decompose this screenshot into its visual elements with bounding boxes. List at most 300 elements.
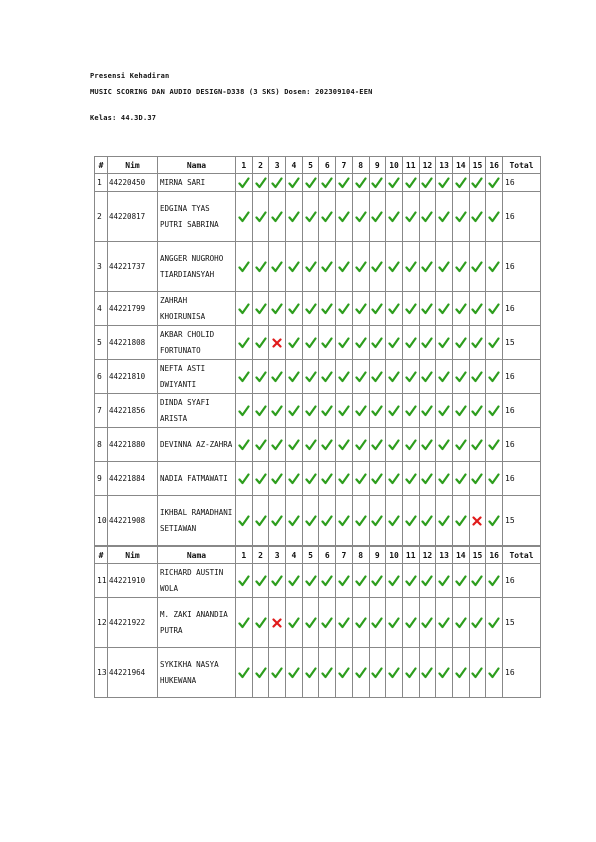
- check-icon: [336, 192, 353, 242]
- check-icon: [269, 360, 286, 394]
- attendance-total: 16: [503, 292, 541, 326]
- check-icon: [269, 648, 286, 698]
- check-icon: [386, 496, 403, 546]
- check-icon: [486, 564, 503, 598]
- header-meeting-15: 15: [469, 157, 486, 174]
- check-icon: [352, 242, 369, 292]
- row-number: 6: [95, 360, 108, 394]
- check-icon: [402, 174, 419, 192]
- check-icon: [236, 292, 253, 326]
- check-icon: [436, 242, 453, 292]
- check-icon: [286, 360, 303, 394]
- check-icon: [269, 292, 286, 326]
- check-icon: [402, 462, 419, 496]
- check-icon: [286, 174, 303, 192]
- cross-icon: [269, 326, 286, 360]
- check-icon: [236, 326, 253, 360]
- header-meeting-9: 9: [369, 547, 386, 564]
- check-icon: [402, 564, 419, 598]
- check-icon: [369, 564, 386, 598]
- row-number: 4: [95, 292, 108, 326]
- check-icon: [402, 242, 419, 292]
- check-icon: [236, 496, 253, 546]
- student-nim: 44221810: [108, 360, 158, 394]
- check-icon: [302, 192, 319, 242]
- check-icon: [236, 174, 253, 192]
- check-icon: [402, 394, 419, 428]
- header-meeting-8: 8: [352, 157, 369, 174]
- check-icon: [486, 598, 503, 648]
- check-icon: [336, 598, 353, 648]
- check-icon: [469, 326, 486, 360]
- check-icon: [452, 598, 469, 648]
- check-icon: [286, 428, 303, 462]
- student-nim: 44221964: [108, 648, 158, 698]
- row-number: 11: [95, 564, 108, 598]
- check-icon: [369, 598, 386, 648]
- header-nim: Nim: [108, 157, 158, 174]
- check-icon: [369, 360, 386, 394]
- course-info: MUSIC SCORING DAN AUDIO DESIGN-D338 (3 SKS) Dosen: 202309104-EEN: [90, 88, 373, 96]
- check-icon: [452, 496, 469, 546]
- header-meeting-4: 4: [286, 547, 303, 564]
- header-number: #: [95, 157, 108, 174]
- check-icon: [302, 174, 319, 192]
- check-icon: [319, 292, 336, 326]
- check-icon: [436, 192, 453, 242]
- report-title: Presensi Kehadiran: [90, 72, 170, 80]
- student-name: NADIA FATMAWATI: [158, 462, 236, 496]
- header-meeting-8: 8: [352, 547, 369, 564]
- check-icon: [386, 192, 403, 242]
- student-nim: 44221922: [108, 598, 158, 648]
- header-meeting-15: 15: [469, 547, 486, 564]
- header-meeting-14: 14: [452, 157, 469, 174]
- cross-icon: [469, 496, 486, 546]
- check-icon: [286, 564, 303, 598]
- check-icon: [352, 394, 369, 428]
- header-meeting-5: 5: [302, 157, 319, 174]
- check-icon: [319, 394, 336, 428]
- check-icon: [436, 360, 453, 394]
- check-icon: [236, 564, 253, 598]
- table-row: [95, 564, 541, 598]
- check-icon: [352, 360, 369, 394]
- check-icon: [319, 648, 336, 698]
- check-icon: [469, 174, 486, 192]
- check-icon: [419, 496, 436, 546]
- check-icon: [286, 292, 303, 326]
- check-icon: [286, 394, 303, 428]
- check-icon: [369, 394, 386, 428]
- attendance-total: 15: [503, 598, 541, 648]
- header-meeting-13: 13: [436, 157, 453, 174]
- row-number: 7: [95, 394, 108, 428]
- check-icon: [436, 326, 453, 360]
- check-icon: [402, 192, 419, 242]
- check-icon: [419, 360, 436, 394]
- student-nim: 44221808: [108, 326, 158, 360]
- table-row: [95, 174, 541, 192]
- check-icon: [436, 174, 453, 192]
- check-icon: [302, 242, 319, 292]
- header-meeting-6: 6: [319, 157, 336, 174]
- check-icon: [436, 292, 453, 326]
- row-number: 12: [95, 598, 108, 648]
- check-icon: [352, 292, 369, 326]
- check-icon: [269, 192, 286, 242]
- check-icon: [336, 496, 353, 546]
- table-row: [95, 192, 541, 242]
- check-icon: [419, 242, 436, 292]
- check-icon: [419, 598, 436, 648]
- check-icon: [419, 394, 436, 428]
- check-icon: [436, 496, 453, 546]
- header-total: Total: [503, 547, 541, 564]
- check-icon: [419, 326, 436, 360]
- header-meeting-12: 12: [419, 547, 436, 564]
- attendance-total: 16: [503, 192, 541, 242]
- check-icon: [436, 462, 453, 496]
- header-nama: Nama: [158, 547, 236, 564]
- check-icon: [302, 564, 319, 598]
- check-icon: [286, 496, 303, 546]
- check-icon: [386, 242, 403, 292]
- class-info: Kelas: 44.3D.37: [90, 114, 157, 122]
- check-icon: [419, 462, 436, 496]
- check-icon: [469, 564, 486, 598]
- table-row: [95, 360, 541, 394]
- table-row: [95, 462, 541, 496]
- check-icon: [352, 326, 369, 360]
- header-meeting-16: 16: [486, 547, 503, 564]
- student-nim: 44220817: [108, 192, 158, 242]
- check-icon: [269, 564, 286, 598]
- check-icon: [369, 192, 386, 242]
- student-name: ZAHRAH KHOIRUNISA: [158, 292, 236, 326]
- check-icon: [336, 326, 353, 360]
- attendance-total: 16: [503, 174, 541, 192]
- header-meeting-6: 6: [319, 547, 336, 564]
- student-name: NEFTA ASTI DWIYANTI: [158, 360, 236, 394]
- check-icon: [402, 326, 419, 360]
- check-icon: [236, 428, 253, 462]
- attendance-total: 16: [503, 394, 541, 428]
- student-nim: 44221908: [108, 496, 158, 546]
- check-icon: [402, 496, 419, 546]
- attendance-total: 15: [503, 326, 541, 360]
- check-icon: [252, 292, 269, 326]
- check-icon: [452, 174, 469, 192]
- student-nim: 44221884: [108, 462, 158, 496]
- check-icon: [252, 428, 269, 462]
- check-icon: [319, 564, 336, 598]
- attendance-total: 16: [503, 242, 541, 292]
- check-icon: [369, 174, 386, 192]
- check-icon: [486, 292, 503, 326]
- check-icon: [369, 292, 386, 326]
- check-icon: [386, 564, 403, 598]
- check-icon: [236, 242, 253, 292]
- table-row: [95, 326, 541, 360]
- check-icon: [252, 648, 269, 698]
- check-icon: [452, 192, 469, 242]
- check-icon: [369, 242, 386, 292]
- header-meeting-10: 10: [386, 547, 403, 564]
- row-number: 8: [95, 428, 108, 462]
- check-icon: [336, 564, 353, 598]
- check-icon: [469, 360, 486, 394]
- student-name: AKBAR CHOLID FORTUNATO: [158, 326, 236, 360]
- header-nim: Nim: [108, 547, 158, 564]
- header-meeting-3: 3: [269, 547, 286, 564]
- student-name: EDGINA TYAS PUTRI SABRINA: [158, 192, 236, 242]
- check-icon: [269, 174, 286, 192]
- check-icon: [319, 326, 336, 360]
- student-name: M. ZAKI ANANDIA PUTRA: [158, 598, 236, 648]
- check-icon: [302, 326, 319, 360]
- header-meeting-4: 4: [286, 157, 303, 174]
- check-icon: [469, 192, 486, 242]
- check-icon: [319, 360, 336, 394]
- header-meeting-9: 9: [369, 157, 386, 174]
- check-icon: [252, 496, 269, 546]
- attendance-total: 16: [503, 462, 541, 496]
- check-icon: [486, 496, 503, 546]
- check-icon: [452, 360, 469, 394]
- header-meeting-11: 11: [402, 547, 419, 564]
- check-icon: [452, 394, 469, 428]
- check-icon: [336, 648, 353, 698]
- check-icon: [319, 174, 336, 192]
- check-icon: [386, 462, 403, 496]
- check-icon: [286, 326, 303, 360]
- check-icon: [269, 496, 286, 546]
- header-total: Total: [503, 157, 541, 174]
- table-row: [95, 394, 541, 428]
- check-icon: [452, 428, 469, 462]
- student-nim: 44221910: [108, 564, 158, 598]
- check-icon: [486, 462, 503, 496]
- check-icon: [252, 326, 269, 360]
- check-icon: [402, 292, 419, 326]
- check-icon: [336, 462, 353, 496]
- check-icon: [352, 192, 369, 242]
- student-nim: 44221799: [108, 292, 158, 326]
- row-number: 9: [95, 462, 108, 496]
- check-icon: [319, 462, 336, 496]
- check-icon: [469, 648, 486, 698]
- check-icon: [386, 428, 403, 462]
- attendance-table-part-1: [94, 156, 541, 546]
- check-icon: [336, 174, 353, 192]
- check-icon: [252, 242, 269, 292]
- header-meeting-2: 2: [252, 547, 269, 564]
- check-icon: [436, 648, 453, 698]
- check-icon: [486, 648, 503, 698]
- check-icon: [302, 394, 319, 428]
- check-icon: [286, 648, 303, 698]
- check-icon: [352, 598, 369, 648]
- student-nim: 44221856: [108, 394, 158, 428]
- table-row: [95, 598, 541, 648]
- check-icon: [386, 598, 403, 648]
- check-icon: [469, 292, 486, 326]
- student-nim: 44221880: [108, 428, 158, 462]
- check-icon: [486, 394, 503, 428]
- attendance-table-part-2: [94, 546, 541, 698]
- check-icon: [269, 242, 286, 292]
- check-icon: [369, 648, 386, 698]
- check-icon: [236, 360, 253, 394]
- attendance-total: 15: [503, 496, 541, 546]
- check-icon: [336, 394, 353, 428]
- student-nim: 44221737: [108, 242, 158, 292]
- check-icon: [302, 648, 319, 698]
- check-icon: [369, 462, 386, 496]
- table-header-row: [95, 547, 541, 564]
- row-number: 10: [95, 496, 108, 546]
- check-icon: [452, 564, 469, 598]
- header-meeting-1: 1: [236, 547, 253, 564]
- check-icon: [452, 292, 469, 326]
- check-icon: [352, 496, 369, 546]
- row-number: 2: [95, 192, 108, 242]
- check-icon: [419, 428, 436, 462]
- check-icon: [352, 428, 369, 462]
- row-number: 3: [95, 242, 108, 292]
- check-icon: [469, 598, 486, 648]
- check-icon: [369, 428, 386, 462]
- check-icon: [419, 648, 436, 698]
- check-icon: [402, 428, 419, 462]
- check-icon: [286, 598, 303, 648]
- check-icon: [486, 360, 503, 394]
- check-icon: [302, 292, 319, 326]
- check-icon: [236, 648, 253, 698]
- table-row: [95, 242, 541, 292]
- student-nim: 44220450: [108, 174, 158, 192]
- check-icon: [252, 174, 269, 192]
- student-name: DINDA SYAFI ARISTA: [158, 394, 236, 428]
- cross-icon: [269, 598, 286, 648]
- attendance-total: 16: [503, 648, 541, 698]
- check-icon: [486, 192, 503, 242]
- check-icon: [419, 174, 436, 192]
- attendance-total: 16: [503, 428, 541, 462]
- check-icon: [336, 360, 353, 394]
- check-icon: [252, 360, 269, 394]
- check-icon: [386, 292, 403, 326]
- check-icon: [369, 326, 386, 360]
- table-row: [95, 496, 541, 546]
- row-number: 1: [95, 174, 108, 192]
- check-icon: [252, 564, 269, 598]
- check-icon: [469, 242, 486, 292]
- student-name: DEVINNA AZ-ZAHRA: [158, 428, 236, 462]
- check-icon: [319, 192, 336, 242]
- student-name: SYKIKHA NASYA HUKEWANA: [158, 648, 236, 698]
- check-icon: [319, 496, 336, 546]
- student-name: RICHARD AUSTIN WOLA: [158, 564, 236, 598]
- check-icon: [286, 242, 303, 292]
- check-icon: [269, 394, 286, 428]
- check-icon: [469, 462, 486, 496]
- header-number: #: [95, 547, 108, 564]
- check-icon: [469, 428, 486, 462]
- check-icon: [419, 192, 436, 242]
- check-icon: [452, 648, 469, 698]
- check-icon: [452, 326, 469, 360]
- check-icon: [302, 462, 319, 496]
- student-name: ANGGER NUGROHO TIARDIANSYAH: [158, 242, 236, 292]
- check-icon: [336, 428, 353, 462]
- attendance-total: 16: [503, 564, 541, 598]
- header-meeting-13: 13: [436, 547, 453, 564]
- check-icon: [269, 462, 286, 496]
- check-icon: [302, 428, 319, 462]
- check-icon: [319, 242, 336, 292]
- check-icon: [436, 428, 453, 462]
- table-header-row: [95, 157, 541, 174]
- check-icon: [419, 564, 436, 598]
- header-meeting-2: 2: [252, 157, 269, 174]
- header-meeting-10: 10: [386, 157, 403, 174]
- table-row: [95, 292, 541, 326]
- row-number: 5: [95, 326, 108, 360]
- check-icon: [486, 174, 503, 192]
- header-meeting-11: 11: [402, 157, 419, 174]
- header-meeting-3: 3: [269, 157, 286, 174]
- check-icon: [236, 394, 253, 428]
- table-row: [95, 428, 541, 462]
- check-icon: [386, 360, 403, 394]
- check-icon: [236, 192, 253, 242]
- check-icon: [302, 360, 319, 394]
- check-icon: [236, 462, 253, 496]
- check-icon: [302, 496, 319, 546]
- check-icon: [352, 462, 369, 496]
- header-meeting-16: 16: [486, 157, 503, 174]
- check-icon: [486, 242, 503, 292]
- check-icon: [352, 648, 369, 698]
- check-icon: [252, 462, 269, 496]
- check-icon: [269, 428, 286, 462]
- check-icon: [436, 564, 453, 598]
- check-icon: [386, 648, 403, 698]
- header-nama: Nama: [158, 157, 236, 174]
- check-icon: [386, 174, 403, 192]
- check-icon: [452, 242, 469, 292]
- check-icon: [252, 394, 269, 428]
- header-meeting-14: 14: [452, 547, 469, 564]
- check-icon: [252, 192, 269, 242]
- check-icon: [319, 428, 336, 462]
- check-icon: [369, 496, 386, 546]
- check-icon: [319, 598, 336, 648]
- student-name: IKHBAL RAMADHANI SETIAWAN: [158, 496, 236, 546]
- check-icon: [336, 292, 353, 326]
- check-icon: [386, 326, 403, 360]
- check-icon: [469, 394, 486, 428]
- check-icon: [286, 192, 303, 242]
- check-icon: [402, 648, 419, 698]
- check-icon: [402, 598, 419, 648]
- check-icon: [352, 564, 369, 598]
- check-icon: [452, 462, 469, 496]
- header-meeting-7: 7: [336, 157, 353, 174]
- header-meeting-12: 12: [419, 157, 436, 174]
